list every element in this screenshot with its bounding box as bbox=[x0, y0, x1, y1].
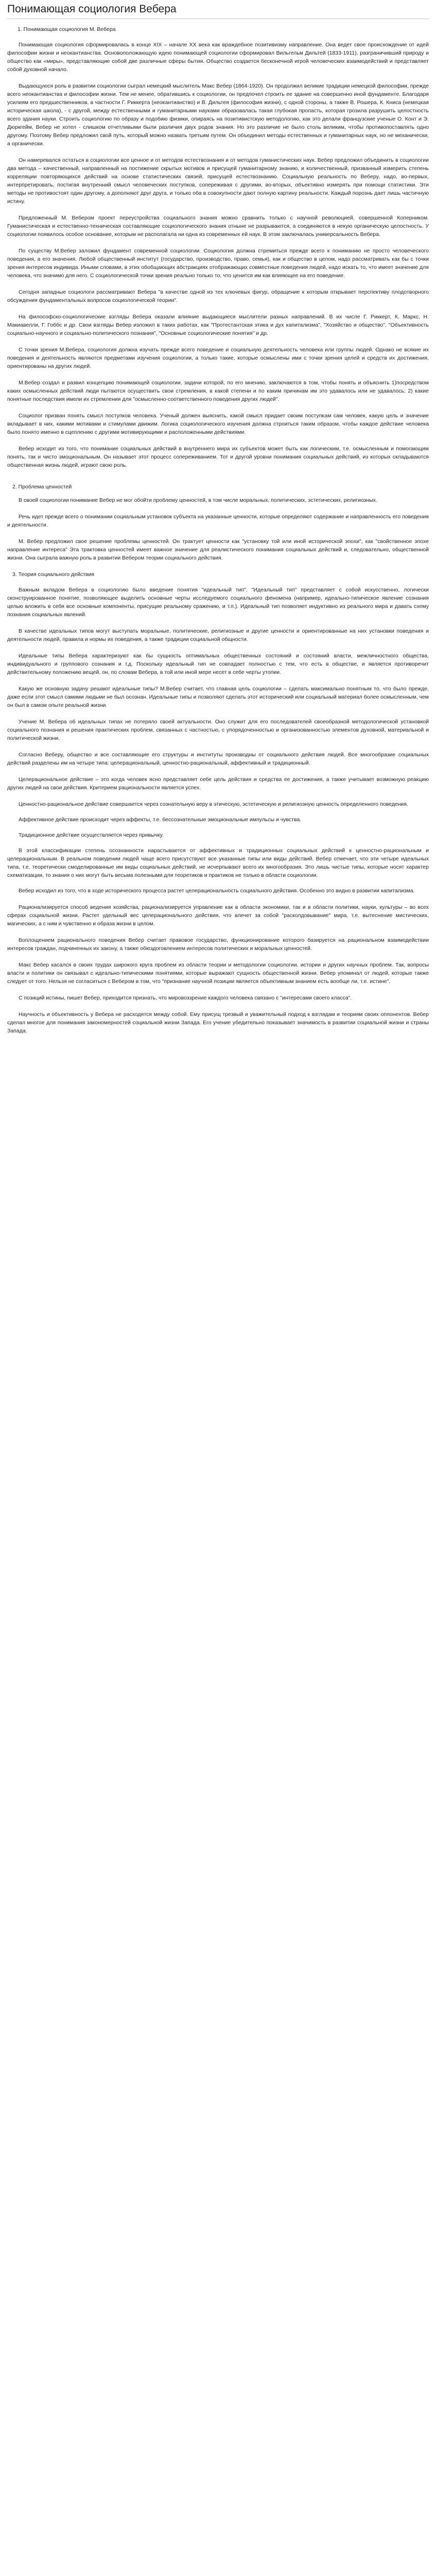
page-title: Понимающая социология Вебера bbox=[7, 3, 429, 19]
section-heading: 3. Теория социального действия bbox=[12, 571, 95, 578]
section-heading: 2. Проблема ценностей bbox=[12, 484, 72, 490]
paragraph: Социолог призван понять смысл поступков человека. Ученый должен выяснить, какой смысл придает своим поступкам сам человек, какую цель и значение вкладывает в них, какими мотивами и стимулами движим. Логика социологического изучения должна строиться таким образом, чтобы каждое действие человека было понято именно в сцеплению с другими мотивирующими и расположенными действиями. bbox=[7, 413, 429, 435]
paragraph: С точки зрения М.Вебера, социология должна изучать прежде всего поведение и социальную деятельность человека или группы людей. Однако не всякие их поведения и деятельность являются предметами изучения социологии, а только такие, которые осмыслены ими с точки зрения целей и средств их достижения, ориентированы на других людей. bbox=[7, 347, 429, 369]
paragraph: Идеальные типы Вебера характеризуют как бы сущность оптимальных общественных состояний и состояний власти, межличностного общества, индивидуального и группового сознания и т.д. Поскольку идеальный тип не совпадает полностью с тем, что есть в обществе, и является противоречит действительному положению вещей, он, по словам Вебера, в той или иной мере несет в себе черты утопии. bbox=[7, 653, 429, 675]
article-body bbox=[7, 25, 429, 1035]
section-heading: 1. Понимающая социология М. Вебера bbox=[18, 26, 116, 32]
page bbox=[0, 0, 436, 1035]
paragraph: Вебер исходил из того, что в ходе исторического процесса растет целерациональность социального действия. Особенно это видно в развитии капитализма. bbox=[19, 888, 415, 894]
paragraph: С позиций истины, пишет Вебер, приходится признать, что мировоззрение каждого человека связано с "интересами своего класса". bbox=[19, 995, 352, 1001]
paragraph: Макс Вебер касался в своих трудах широкого круга проблем из области теории и методологии социологии, истории и других научных проблем. Так, вопросы власти и политики он связывал с идеально-типическими понятиями, которые выражают сущность общественной жизни. Вебер упоминал от людей, которые также следует от того. Нельзя не согласиться с Вебером в том, что "признание научной позиции является объективным знанием есть вообще ли, т.е. истине". bbox=[7, 962, 429, 985]
paragraph: Учение М. Вебера об идеальных типах не потеряло своей актуальности. Оно служит для его последователей своеобразной методологической установкой социального познания и решения практических проблем, связанных с частностью, с упорядоченностью и организованностью элементов духовной, материальной и политической жизни. bbox=[7, 719, 429, 741]
paragraph: Аффективное действие происходит через аффекты, т.е. бессознательные эмоциональные импульсы и чувства. bbox=[19, 817, 302, 823]
paragraph: Ценностно-рациональное действие совершается через сознательную веру в этическую, эстетическую и религиозную ценность определенного поведения. bbox=[19, 801, 408, 807]
paragraph: На философско-социологические взгляды Вебера оказали влияние выдающиеся мыслители разных направлений. В их числе Г. Риккерт, К. Маркс, Н. Макиавелли, Г. Гоббс и др. Свои взгляды Вебер изложил в таких работах, как "Протестантская этика и дух капитализма", "Хозяйство и общество", "Объективность социально-научного и социально-политического познания", "Основные социологические понятия" и др. bbox=[7, 314, 429, 336]
paragraph: Научность и объективность у Вебера не расходятся между собой. Ему присущ трезвый и уважительный подход к взглядам и теориям своих оппонентов. Вебер сделал многое для понимания закономерностей социальной жизни Запада. Его учение убедительно показывает значимость в развитии социальной жизни и страны Запада. bbox=[7, 1011, 429, 1034]
paragraph: Воплощением рационального поведения Вебер считает правовое государство, функционирование которого базируется на рациональном взаимодействии интересов граждан, подчиненных их закону, а также обюздоговлением интересов политических и моральных ценностей. bbox=[7, 937, 429, 952]
paragraph: Рационализируется способ ведения хозяйства, рационализируется управление как в области экономики, так и в области политики, науки, культуры – во всех сферах социальной жизни. Растет удельный вес целерационального действия, что влечет за собой "расколдовывание" мира, т.е. вытеснение мистических, магических, а с ним и чувственно и образа жизни в целом. bbox=[7, 904, 429, 927]
paragraph: М.Вебер создал и развил концепцию понимающей социологии, задачи которой, по его мнению, заключаются в том, чтобы понять и объяснить 1)посредством каких осмысленных действий люди пытаются осуществить свои стремления, в какой степени и по каким причинам им это удавалось или не удавалось; 2) какие понятные последствия имели их стремления для "осмысленно-соответственного поведения других людей". bbox=[7, 380, 429, 402]
paragraph: Понимающая социология сформировалась в конце XIX – начале XX века как враждебное позитивизму направление. Она ведет свое происхождение от идей философии жизни и неокантианства. Основоположающую идею понимающей социологии сформировал Вильгельм Дильтей (1833-1911), разграничивший природу и общество как «миры», представляющие собой две различные сферы бытия. Общество создается бесконечной игрой человеческих взаимодействий и представляет собой духовной начало. bbox=[7, 42, 429, 73]
paragraph: Предложенный М. Вебером проект переустройства социального знания можно сравнить только с научной революцией, совершенной Коперником. Гуманистическая и естественно-техническая составляющие социологического знания отныне не разрываются, а соединяются в некую органическую целостность. У социологии появилось особое основание, которым не располагала ни одна из современных ей наук. В этом заключалась универсальность Вебера. bbox=[7, 215, 429, 238]
paragraph: Он намеревался остаться в социологии все ценное и от методов естествознания и от методов гуманистических наук. Вебер предложил объединить в социологии два метода – качественный, направленный на постижение скрытых мотивов и присущей гуманитарному знанию, и количественный, призванный измерить степень корреляции повторяющихся действий на основе статистических связей, присущей естествознанию. Социальную реальность по Веберу, надо, во-первых, интерпретировать, постигая внутренний смысл человеческих поступков, сопереживая с другими, во-вторых, объективно измерять при помощи статистики. Эти методы не противостоят один другому, а дополняют друг друга, и только оба в совокупности дают полную картину реальности. Каждый порознь дает лишь частичную истину. bbox=[7, 157, 429, 205]
paragraph: В качестве идеальных типов могут выступать моральные, политические, религиозные и другие ценности и ориентированные на них установки поведения и деятельности людей, правила и нормы их поведения, а также традиции социальной общности. bbox=[7, 628, 429, 642]
paragraph: Выдающуюся роль в развитии социологии сыграл немецкий мыслитель Макс Вебер (1864-1920). Он продолжил великие традиции немецкой философии, прежде всего неокантианства и философии жизни. Тем не менее, обратившись к социологии, он предпочел строить ее здание на совершенно иной фундаменте. Благодаря усилиям его предшественников, в частности Г. Риккерта (неокантианство) и В. Дильтея (философия жизни), с одной стороны, а также В. Рошера, К. Книса (немецкая историческая школа), - с другой, между естественными и гуманитарными науками образовалась такая глубокая пропасть, которая грозила разрушить целостность всего здания науки. Строить социологию по образу и подобию физики, опираясь на позитивистскую методологию, как это делали французские ученые О. Конт и Э. Дюркгейм, Вебер не хотел - слишком отчетливыми были различия двух родов знания. Но это различие не было столь великим, чтобы противопоставлять одно другому. Поэтому Вебер предложил свой путь, который можно назвать третьим путем. Он объединил методы естественных и гуманитарных наук, но не механически, а органически. bbox=[7, 83, 429, 147]
paragraph: В этой классификации степень осознанности нарастывается от аффективных и традиционных социальных действий к ценностно-рациональным и целерациональным. В реальном поведении людей чаще всего присутствуют все указанные типы или виды действий. Вебер отмечает, что эти четыре идеальных типа, т.е. теоретически смоделированные им виды социальных действий, не исчерпывают всего их многообразия. Это лишь чистые типы, которые носят характер схематизации, то знания о них могут быть весьма полезными для теоретиков и практиков не только в области социологии. bbox=[7, 848, 429, 878]
paragraph: Вебер исходит из того, что понимание социальных действий в внутреннего мира их субъектов может быть как логическим, т.е. осмысленным и помогающим понять, так и чисто эмоциональным. Он называет этот процесс сопереживанием. Тот и другой уровни понимания социальных действий, из которых складываются общественная жизнь людей, играют свою роль. bbox=[7, 446, 429, 468]
paragraph: Традиционное действие осуществляется через привычку. bbox=[19, 832, 164, 838]
paragraph: Речь идет прежде всего о понимании социальным установок субъекта на указанные ценности, которые определяют содержание и направленность его поведения и деятельности. bbox=[7, 514, 429, 528]
paragraph: В своей социологии понимание Вебер не мог обойти проблему ценностей, в том числе моральных, политических, эстетических, религиозных. bbox=[19, 497, 377, 503]
paragraph: Какую же основную задачу решают идеальные типы? М.Вебер считает, что главная цель социологии – сделать максимально понятным то, что было прежде, даже если этот смысл самими людьми не был осознан. Идеальные типы и позволяют сделать этот исторический или социальный материал более осмысленным, чем он был в самом опыте реальной жизни. bbox=[7, 686, 429, 708]
paragraph: По существу М.Вебер заложил фундамент современной социологии. Социология должна стремиться прежде всего к пониманию не просто человеческого поведения, а его значения. Любой общественный институт (государство, производство, право, семья), как и общество в целом, надо рассматривать как бы с точки зрения интересов индивида. Иными словами, в этих обобщающих абстракциях отображающих совместные поведения людей, надо искать то, что имеет значение для человека, что значимо для него. С социологической точки зрения реально только то, что ценится им как влияющее на его поведение. bbox=[7, 248, 429, 279]
paragraph: М. Вебер предложил свое решение проблемы ценностей. Он трактует ценности как "установку той или иной исторической эпохи", как "свойственное эпохе направление интереса" Эта трактовка ценностей имеет важное значение для реалистического понимания социальных действий и, следовательно, общественной жизни. Она сыграла важную роль в развитии Вебером теории социального действия. bbox=[7, 538, 429, 561]
paragraph: Целерациональное действие – это когда человек ясно представляет себе цель действия и средства ее достижения, а также учитывает возможную реакцию других людей на свои действия. Критерием рациональности является успех. bbox=[7, 776, 429, 791]
paragraph: Важным вкладом Вебера в социологию было введение понятия "идеальный тип". "Идеальный тип" представляет с собой искусственно, логически сконструированное понятие, позволяющее выделить основные черты исследуемого социального феномена (например, идеально-типическое явление сознания целью вложить в себя все основные компоненты, присущие реальному сражению, и т.п.). Идеальный тип позволяет индуктивно из реального мира и давать схему познания социальных явлений. bbox=[7, 587, 429, 618]
paragraph: Согласно Веберу, общество и все составляющие его структуры и институты производны от социального действия людей. Все многообразие социальных действий разделены им на четыре типа: целерациональный, ценностно-рациональный, аффективный и традиционный. bbox=[7, 752, 429, 766]
paragraph: Сегодня западные социологи рассматривают Вебера "в качестве одной из тех ключевых фигур, обращение к которым открывает перспективу плодотворного обсуждения фундаментальных вопросов социологической теории". bbox=[7, 289, 429, 303]
